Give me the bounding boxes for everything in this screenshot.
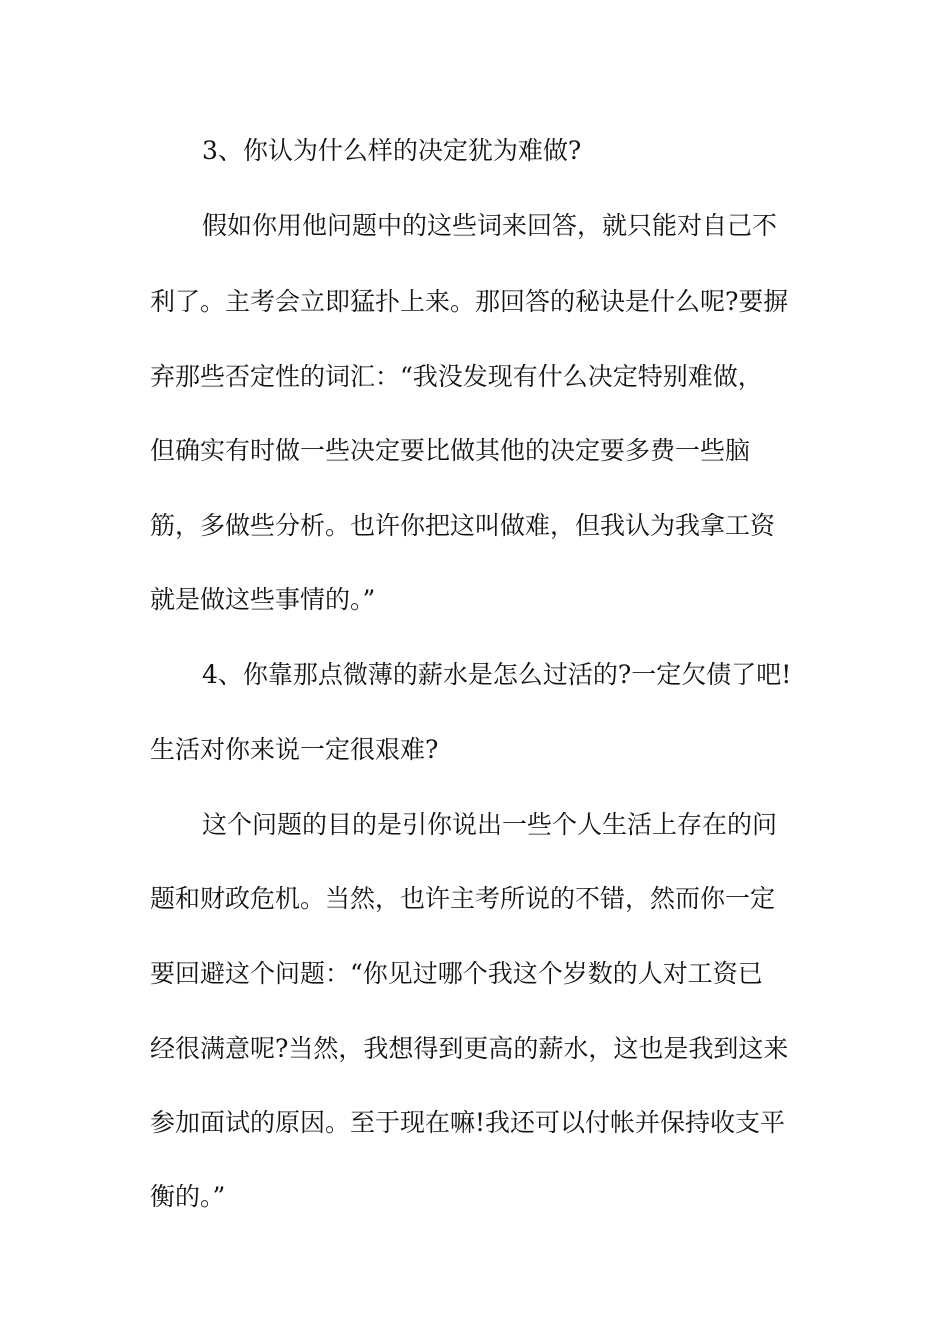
question-4-heading-cont: 生活对你来说一定很艰难? — [150, 735, 439, 764]
paragraph-line: 要回避这个问题：“你见过哪个我这个岁数的人对工资已 — [150, 959, 763, 988]
paragraph-line: 衡的。” — [150, 1182, 226, 1211]
paragraph-line: 题和财政危机。当然，也许主考所说的不错，然而你一定 — [150, 884, 776, 913]
paragraph-line: 经很满意呢?当然，我想得到更高的薪水，这也是我到这来 — [150, 1034, 789, 1063]
paragraph-line: 参加面试的原因。至于现在嘛!我还可以付帐并保持收支平 — [150, 1108, 786, 1137]
paragraph-line: 这个问题的目的是引你说出一些个人生活上存在的问 — [202, 810, 778, 839]
question-4-heading: 4、你靠那点微薄的薪水是怎么过活的?一定欠债了吧! — [202, 660, 792, 689]
paragraph-line: 筋，多做些分析。也许你把这叫做难，但我认为我拿工资 — [150, 511, 776, 540]
paragraph-line: 就是做这些事情的。” — [150, 585, 376, 614]
question-3-heading: 3、你认为什么样的决定犹为难做? — [202, 136, 582, 165]
paragraph-line: 假如你用他问题中的这些词来回答，就只能对自己不 — [202, 211, 778, 240]
paragraph-line: 利了。主考会立即猛扑上来。那回答的秘诀是什么呢?要摒 — [150, 287, 789, 316]
paragraph-line: 但确实有时做一些决定要比做其他的决定要多费一些脑 — [150, 436, 751, 465]
paragraph-line: 弃那些否定性的词汇：“我没发现有什么决定特别难做， — [150, 362, 763, 391]
